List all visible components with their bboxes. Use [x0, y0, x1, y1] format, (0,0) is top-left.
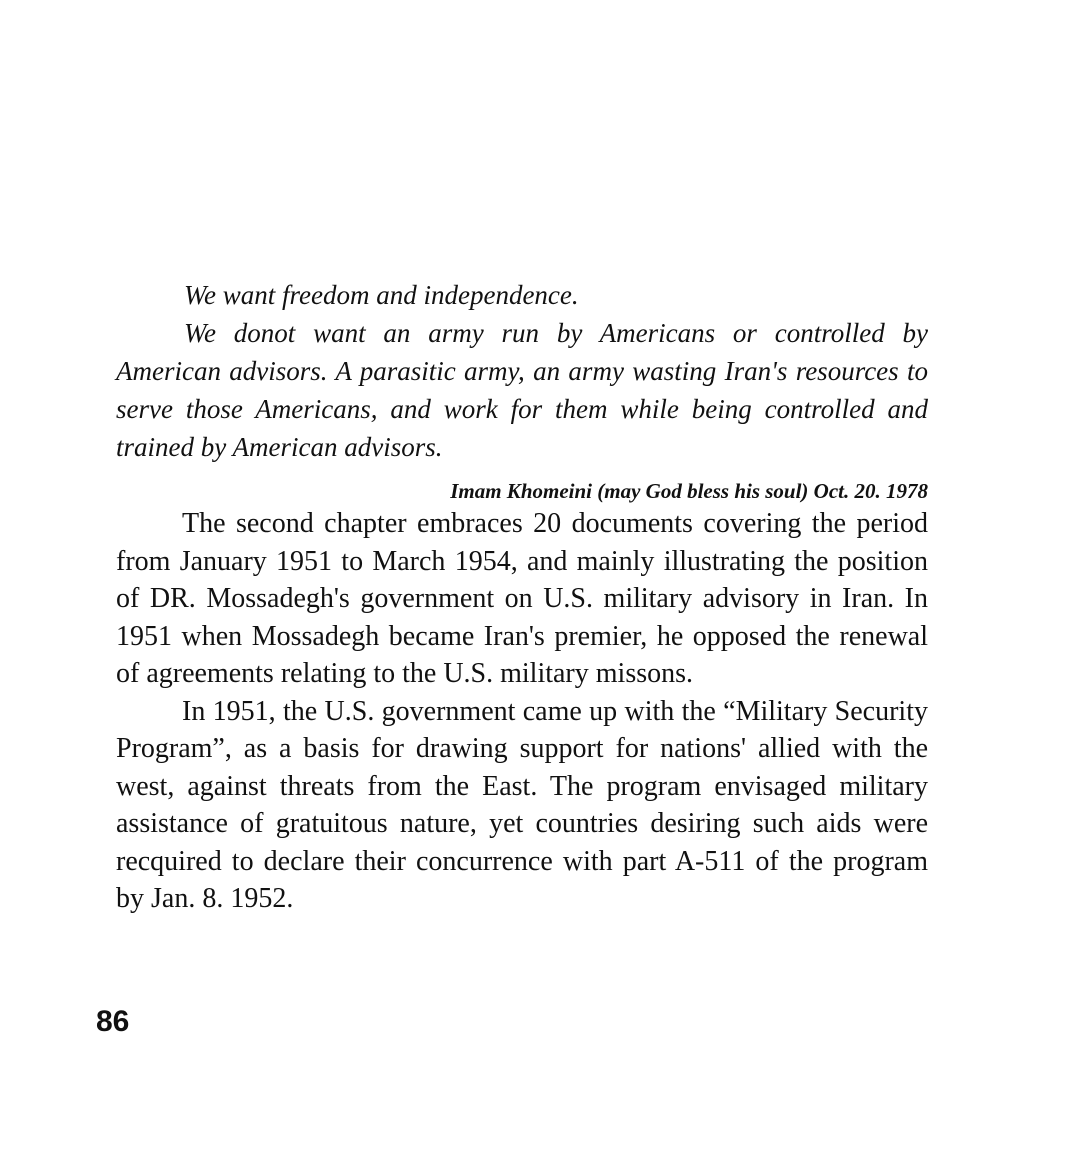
epigraph-quote	[116, 276, 928, 466]
body-text	[116, 505, 928, 918]
page-number: 86	[96, 1005, 130, 1038]
body-paragraph-2: In 1951, the U.S. government came up with the “Military Security Program”, as a basis for drawing support for nations' allied with the west, against threats from the East. The program envisaged military assistance of gratuitous nature, yet countries desiring such aids were recquired to declare their concurrence with part A-511 of the program by Jan. 8. 1952.	[116, 695, 928, 914]
quote-attribution: Imam Khomeini (may God bless his soul) Oct. 20. 1978	[450, 479, 928, 503]
quote-paragraph: We donot want an army run by Americans or controlled by American advisors. A parasitic army, an army wasting Iran's resources to serve those Americans, and work for them while being controlled and trained by American advisors.	[116, 318, 928, 462]
quote-opening-line: We want freedom and independence.	[184, 280, 579, 310]
body-paragraph-1: The second chapter embraces 20 documents covering the period from January 1951 to March 1954, and mainly illustrating the position of DR. Mossadegh's government on U.S. military advisory in Iran. In 1951 when Mossadegh became Iran's premier, he opposed the renewal of agreements relating to the U.S. military missons.	[116, 508, 928, 689]
